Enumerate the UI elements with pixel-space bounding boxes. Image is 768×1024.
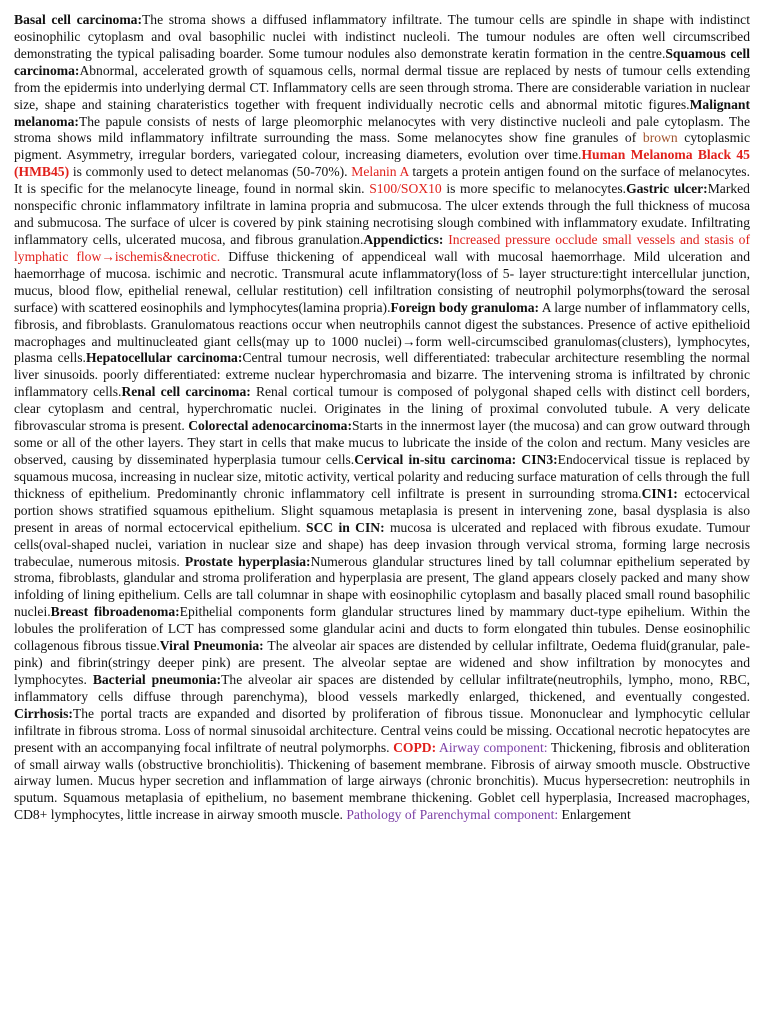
heading-term: Prostate hyperplasia: <box>184 553 311 569</box>
body-run: Abnormal, accelerated growth of squamous cells, normal dermal tissue are replaced by nests of tumour cells extending from the epidermis into underlying dermal CT. Inflammatory cells are seen through stroma. There are considerable variation in nuclear size, shape and staining charateristics together with frequent individually necrotic cells and abnormal mitotic figures. <box>14 62 750 112</box>
heading-term: Squamous cell carcinoma: <box>14 45 750 78</box>
heading-term: Basal cell carcinoma: <box>14 12 142 27</box>
body-run: Diffuse thickening of appendiceal wall with mucosal haemorrhage. Mild ulceration and haemorrhage of mucosa. ischimic and necrotic. Transmural acute inflammatory(loss of 5- layer structure:tight intercellular junction, mucus, blood flow, epithelial renewal, cellular restitution) cell infiltration consisting of neutrophil polymorphs(toward the serosal surface) with scattered eosinophils and lymphocytes(lamina propria). <box>14 248 751 315</box>
subheading-term: Pathology of Parenchymal component: <box>346 807 559 823</box>
body-run: Numerous glandular structures lined by tall columnar epithelium seperated by stroma, fibroblasts, glandular and stroma proliferation and hyperplasia are present, The gland appears closely packed and many show infolding of lining epithelium. Cells are tall columnar in shape with eosinophilic cytoplasm and basally placed small round basophilic nuclei. <box>14 553 750 620</box>
body-run: Central tumour necrosis, well differentiated: trabecular architecture resembling the normal liver sinusoids. poorly differentiated: extreme nuclear hyperchromasia and bizarre. The intervening stroma is infiltrated by chronic inflammatory cells. <box>14 350 750 400</box>
body-run: Starts in the innermost layer (the mucosa) and can grow outward through some or all of the other layers. They start in cells that make mucus to lubricate the inside of the colon and rectum. Many vesicles are observed, causing by disseminated hyperplasia tumour cells. <box>14 418 751 467</box>
body-run: mucosa is ulcerated and replaced with fibrous exudate. Tumour cells(oval-shaped nuclei, variation in nuclear size and shape) has deep invasion through vervical stroma, forming large necrosis trabeculae, numerous mitosis. <box>14 519 750 569</box>
heading-term: Viral Pneumonia: <box>159 638 264 654</box>
highlight-text: Melanin A <box>351 164 409 180</box>
heading-term: Cervical in-situ carcinoma: CIN3: <box>354 451 558 467</box>
heading-term: Renal cell carcinoma: <box>121 384 251 400</box>
heading-term: Colorectal adenocarcinoma: <box>188 418 352 434</box>
body-run: A large number of inflammatory cells, fibrosis, and fibroblasts. Granulomatous reactions occur when neutrophils cannot digest the substances. Presence of active epithelioid macrophages and multinucleated giant cells(may up to 1000 nuclei)→form well-circumscibed granulomas(clusters), lymphocytes, plasma cells. <box>14 299 750 366</box>
body-run: The alveolar air spaces are distended by cellular infiltrate, Oedema fluid(granular, pale-pink) and fibrin(stringy deeper pink) are present. The alveolar septae are widened and show infiltration by monocytes and lymphocytes. <box>14 638 750 687</box>
body-run: Endocervical tissue is replaced by squamous mucosa, increasing in nuclear size, mitotic activity, vertical polarity and reducing surface maturation of cells through the full thickness of epithelium. Predominantly chronic inflammatory cell infiltrate is present in surrounding stroma. <box>14 451 750 501</box>
body-run: ectocervical portion shows stratified squamous epithelium. Slight squamous metaplasia is present in intervening zone, basal dysplasia is also present in areas of normal ectocervical epithelium. <box>14 485 750 535</box>
heading-term: Foreign body granuloma: <box>390 299 540 315</box>
heading-term: Bacterial pneumonia: <box>92 671 222 687</box>
body-run: is commonly used to detect melanomas (50-70%). <box>69 164 352 180</box>
body-run: Enlargement <box>558 807 631 823</box>
highlight-heading: Human Melanoma Black 45 (HMB45) <box>14 147 750 180</box>
body-run: targets a protein antigen found on the surface of melanocytes. It is specific for the melanocyte lineage, found in normal skin. <box>14 164 750 197</box>
heading-term: Gastric ulcer: <box>626 181 708 197</box>
body-run: The papule consists of nests of large pleomorphic melanocytes with very distinctive nucleoli and pale cytoplasm. The stroma shows mild inflammatory infiltrate surrounding the mass. Some melanocytes show fine granules of <box>14 113 750 146</box>
highlight-text: Increased pressure occlude small vessels and stasis of lymphatic flow→ischemis&necrotic. <box>14 231 751 264</box>
body-text <box>14 12 750 824</box>
highlight-heading: COPD: <box>393 739 437 755</box>
heading-term: Hepatocellular carcinoma: <box>85 350 243 366</box>
heading-term: SCC in CIN: <box>306 519 385 535</box>
body-run: The stroma shows a diffused inflammatory infiltrate. The tumour cells are spindle in shape with indistinct eosinophilic cytoplasm and oval basophilic nuclei with indistinct nucleoli. The tumour nodules are often well circumscribed demonstrating the typical palisading boarder. Some tumour nodules also demonstrate keratin formation in the centre. <box>14 12 750 61</box>
subheading-term: Airway component: <box>439 739 548 755</box>
heading-term: Breast fibroadenoma: <box>50 604 180 620</box>
heading-term: Cirrhosis: <box>14 705 73 721</box>
heading-term: Malignant melanoma: <box>14 96 750 129</box>
body-run: cytoplasmic pigment. Asymmetry, irregular borders, variegated colour, increasing diameters, evolution over time. <box>14 130 750 163</box>
body-run: The portal tracts are expanded and disorted by proliferation of fibrous tissue. Mononuclear and lymphocytic cellular infiltrate in fibrous stroma. Loss of normal sinusoidal architecture. Central veins could be missing. Occational necrotic hepatocytes are present with an accompanying focal infiltrate of neutral polymorphs. <box>14 705 750 755</box>
body-run: Marked nonspecific chronic inflammatory infiltrate in lamina propria and submucosa. The ulcer extends through the full thickness of mucosa and submucosa. The surface of ulcer is covered by pink staining necrotising slough combined with inflammatory exudate. Infiltrating inflammatory cells, ulcerated mucosa, and fibrous granulation. <box>14 181 750 247</box>
body-run: Thickening, fibrosis and obliteration of small airway walls (obstructive bronchiolitis). Thickening of basement membrane. Fibrosis of airway smooth muscle. Obstructive airway lumen. Mucus hyper secretion and inflammation of large airways (chronic bronchitis). Mucus hypersecretion: neutrophils in sputum. Squamous metaplasia of epithelium, no basement membrane thickening. Goblet cell hyperplasia, Increased macrophages, CD8+ lymphocytes, little increase in airway smooth muscle. <box>14 739 750 823</box>
body-run: Renal cortical tumour is composed of polygonal shaped cells with distinct cell borders, clear cytoplasm and central, hyperchromatic nuclei. Originates in the lining of proximal convoluted tubule. A very delicate fibrovascular stroma is present. <box>14 384 750 434</box>
highlight-text: S100/SOX10 <box>369 181 442 197</box>
color-word: brown <box>642 130 678 146</box>
heading-term: Appendictics: <box>363 231 444 247</box>
heading-term: CIN1: <box>641 485 678 501</box>
body-run: is more specific to melanocytes. <box>441 181 627 197</box>
body-run: Epithelial components form glandular structures lined by mammary duct-type epihelium. Within the lobules the proliferation of LCT has compressed some glandular acini and ducts to form elongated thin tubules. Dense eosinophilic collagenous fibrous tissue. <box>14 604 750 654</box>
body-run: The alveolar air spaces are distended by cellular infiltrate(neutrophils, lympho, mono, RBC, inflammatory cells diffuse through parenchyma), blood vessels markedly enlarged, thickened, and eventually congested. <box>14 671 750 704</box>
